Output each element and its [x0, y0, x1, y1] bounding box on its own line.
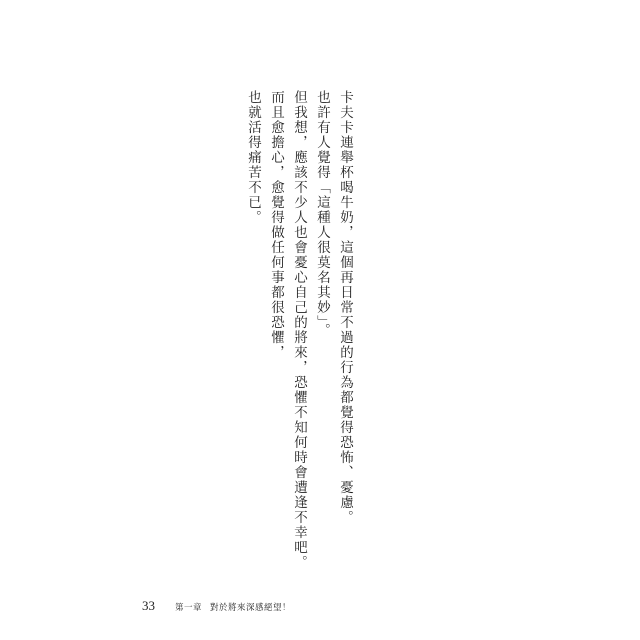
- body-text-column-1: 卡夫卡連舉杯喝牛奶，這個再日常不過的行為都覺得恐怖、憂慮。: [337, 90, 353, 525]
- body-text-column-5: 也就活得痛苦不已。: [245, 90, 261, 225]
- body-text-column-2: 也許有人覺得「這種人很莫名其妙」。: [314, 90, 330, 339]
- running-head: [175, 601, 291, 613]
- body-text-column-4: 而且愈擔心，愈覺得做任何事都很恐懼，: [268, 90, 284, 360]
- body-text-column-3: 但我想，應該不少人也會憂心自己的將來，恐懼不知何時會遭逢不幸吧。: [291, 90, 307, 570]
- running-head-chapter: 第一章: [175, 603, 203, 613]
- running-head-title: 對於將來深感絕望！: [210, 603, 292, 613]
- page-number: 33: [142, 598, 155, 613]
